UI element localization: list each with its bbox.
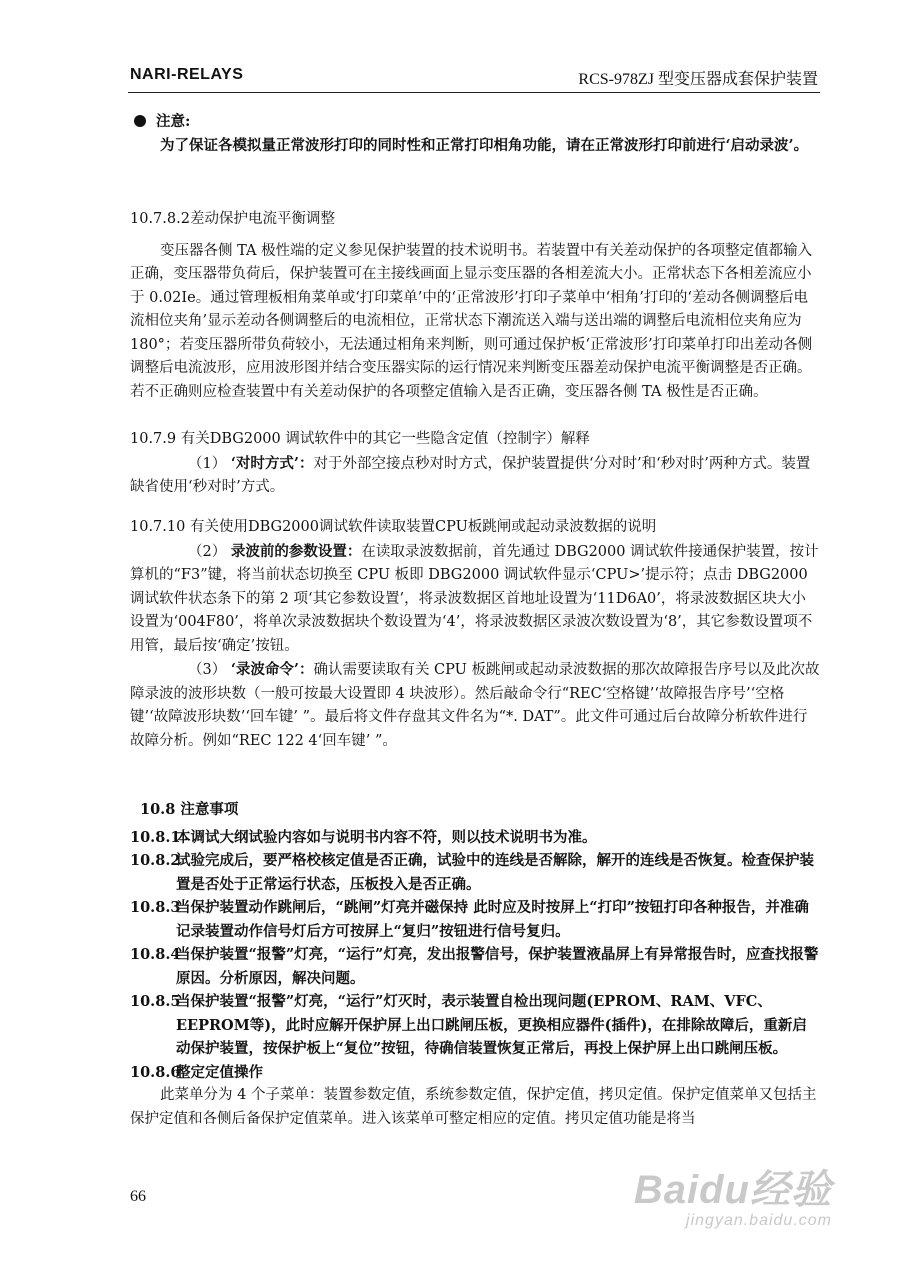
section-heading: 10.7.8.2差动保护电流平衡调整	[130, 211, 335, 227]
section-10-7-9	[130, 428, 820, 500]
item-text: 整定定值操作	[176, 1063, 263, 1081]
item-number: 10.8.3	[130, 899, 181, 916]
list-item	[130, 1061, 820, 1085]
item-prefix: （2）	[188, 543, 227, 560]
bullet-icon	[134, 115, 146, 127]
section-10-7-8-2	[130, 208, 820, 404]
page-number: 66	[130, 1188, 146, 1205]
list-item	[130, 540, 820, 659]
list-item	[130, 990, 820, 1061]
section-body: 变压器各侧 TA 极性端的定义参见保护装置的技术说明书。若装置中有关差动保护的各项整定值都输入正确，变压器带负荷后，保护装置可在主接线画面上显示变压器的各相差流大小。正常状态下各相差流应小于 0.02Ie。通过管理板相角菜单或‘打印菜单’中的‘正常波形’打印子菜单中‘相角’打印的‘差动各侧调整后电流相位夹角’显示差动各侧调整后的电流相位，正常状态下潮流送入端与送出端的调整后电流相位夹角应为 180°；若变压器所带负荷较小，无法通过相角来判断，则可通过保护板‘正常波形’打印菜单打印出差动各侧调整后电流波形，应用波形图并结合变压器实际的运行情况来判断变压器差动保护电流平衡调整是否正确。若不正确则应检查装置中有关差动保护的各项整定值输入是否正确，变压器各侧 TA 极性是否正确。	[130, 242, 813, 400]
note-text: 为了保证各模拟量正常波形打印的同时性和正常打印相角功能，请在正常波形打印前进行‘启动录波’。	[160, 136, 809, 154]
list-item	[130, 943, 820, 990]
header-title: RCS-978ZJ 型变压器成套保护装置	[578, 71, 818, 88]
item-text: 试验完成后，要严格校核定值是否正确，试验中的连线是否解除，解开的连线是否恢复。检查保护装置是否处于正常运行状态，压板投入是否正确。	[176, 852, 814, 893]
item-number: 10.8.1	[130, 828, 181, 846]
header-rule	[128, 92, 820, 93]
item-text: 当保护装置动作跳闸后，“跳闸”灯亮并磁保持 此时应及时按屏上“打印”按钮打印各种报告，并准确记录装置动作信号灯后方可按屏上“复归”按钮进行信号复归。	[176, 899, 809, 940]
section-10-8	[130, 798, 820, 1131]
item-text: 本调试大纲试验内容如与说明书内容不符，则以技术说明书为准。	[176, 828, 597, 846]
section-heading: 10.7.9 有关DBG2000 调试软件中的其它一些隐含定值（控制字）解释	[130, 431, 590, 447]
item-text: 当保护装置“报警”灯亮，“运行”灯亮，发出报警信号，保护装置液晶屏上有异常报告时，应查找报警原因。分析原因，解决问题。	[176, 946, 819, 987]
list-item	[130, 849, 820, 896]
section-10-7-10	[130, 516, 820, 753]
watermark	[634, 1168, 832, 1230]
item-prefix: （3）	[188, 662, 227, 678]
item-text: 对于外部空接点秒对时方式，保护装置提供‘分对时’和‘秒对时’两种方式。装置缺省使用‘秒对时’方式。	[130, 455, 811, 495]
item-label: ‘对时方式’：	[230, 454, 314, 472]
item-label: 录波前的参数设置：	[230, 542, 362, 560]
watermark-url: jingyan.baidu.com	[686, 1212, 832, 1229]
item-number: 10.8.2	[130, 852, 181, 869]
closing-paragraph: 此菜单分为 4 个子菜单：装置参数定值，系统参数定值，保护定值，拷贝定值。保护定值菜单又包括主保护定值和各侧后备保护定值菜单。进入该菜单可整定相应的定值。拷贝定值功能是将当	[130, 1087, 817, 1127]
item-text: 确认需要读取有关 CPU 板跳闸或起动录波数据的那次故障报告序号以及此次故障录波的波形块数（一般可按最大设置即 4 块波形）。然后敲命令行“REC‘空格键’‘故障报告序号’‘空格键’‘故障波形块数’‘回车键’ ”。最后将文件存盘其文件名为“*. DAT”。此文件可通过后台故障分析软件进行故障分析。例如“REC 122 4‘回车键’ ”。	[130, 662, 820, 749]
note-heading	[130, 110, 820, 134]
item-label: ‘录波命令’：	[230, 661, 314, 678]
list-item	[130, 658, 820, 753]
list-item	[130, 826, 820, 850]
item-text: 当保护装置“报警”灯亮，“运行”灯灭时，表示装置自检出现问题(EPROM、RAM、VFC、EEPROM等)，此时应解开保护屏上出口跳闸压板，更换相应器件(插件)，在排除故障后，重新启动保护装置，按保护板上“复位”按钮，待确信装置恢复正常后，再投上保护屏上出口跳闸压板。	[176, 993, 807, 1057]
item-number: 10.8.5	[130, 993, 181, 1010]
item-number: 10.8.4	[130, 946, 181, 963]
item-text: 在读取录波数据前，首先通过 DBG2000 调试软件接通保护装置，按计算机的“F3”键，将当前状态切换至 CPU 板即 DBG2000 调试软件显示‘CPU>’提示符；点击 DBG2000 调试软件状态条下的第 2 项‘其它参数设置’，将录波数据区首地址设置为‘11D6A0’，将录波数据区块大小设置为‘004F80’，将单次录波数据块个数设置为‘4’，将录波数据区录波次数设置为‘8’，其它参数设置项不用管，最后按‘确定’按钮。	[130, 543, 819, 654]
note-section	[130, 110, 820, 157]
item-number: 10.8.6	[130, 1063, 181, 1081]
watermark-logo: Baidu经验	[633, 1168, 832, 1212]
list-item	[130, 452, 820, 500]
item-prefix: （1）	[188, 455, 227, 472]
section-heading: 10.8 注意事项	[140, 801, 239, 818]
header-brand: NARI-RELAYS	[130, 66, 244, 83]
section-heading: 10.7.10 有关使用DBG2000调试软件读取装置CPU板跳闸或起动录波数据的说明	[130, 519, 657, 535]
list-item	[130, 896, 820, 943]
note-label: 注意:	[156, 113, 191, 130]
